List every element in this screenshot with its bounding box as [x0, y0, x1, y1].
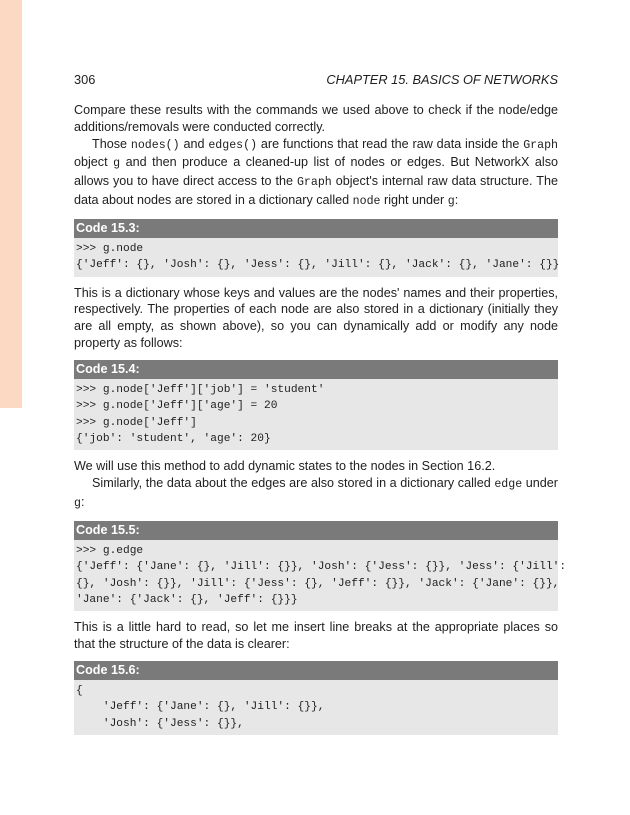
- code-content: >>> g.node['Jeff']['job'] = 'student' >>> g.node['Jeff']['age'] = 20 >>> g.node['Jeff'] {'job': 'student', 'age': 20}: [74, 379, 558, 451]
- paragraph: We will use this method to add dynamic states to the nodes in Section 16.2.: [74, 459, 496, 474]
- inline-code: nodes(): [130, 138, 180, 152]
- paragraph: [74, 136, 558, 211]
- text-run: :: [80, 495, 85, 509]
- code-block: [74, 521, 567, 612]
- inline-code: Graph: [523, 138, 558, 152]
- inline-code: edge: [494, 478, 523, 492]
- code-block: [74, 219, 558, 277]
- inline-code: g: [74, 497, 81, 510]
- page-body: [74, 102, 567, 743]
- code-block: [74, 661, 558, 735]
- paragraph: This is a dictionary whose keys and values are the nodes' names and their properties, respectively. The properties of each node are also stored in a dictionary (initially they are all empty, as shown above), so you can dynamically add or modify any node property as follows:: [74, 285, 558, 350]
- inline-code: Graph: [296, 176, 332, 190]
- code-content: { 'Jeff': {'Jane': {}, 'Jill': {}}, 'Josh': {'Jess': {}},: [74, 680, 558, 735]
- text-run: Those: [92, 136, 131, 151]
- text-run: and: [179, 136, 209, 151]
- page-number: 306: [74, 72, 96, 87]
- paragraph: This is a little hard to read, so let me insert line breaks at the appropriate places so that the structure of the data is clearer:: [74, 620, 558, 652]
- text-run: and then produce a cleaned-up list of nodes or edges. But NetworkX also allows you to have direct access to the: [74, 155, 558, 189]
- inline-code: g: [447, 194, 455, 208]
- text-run: Similarly, the data about the edges are also stored in a dictionary called: [92, 476, 495, 491]
- text-run: :: [454, 192, 459, 207]
- text-run: object: [74, 155, 114, 170]
- code-label: Code 15.6:: [74, 661, 558, 680]
- inline-code: node: [352, 194, 381, 208]
- text-run: are functions that read the raw data inside the: [257, 136, 524, 151]
- margin-thumb-tab: [0, 0, 22, 408]
- code-content: >>> g.node {'Jeff': {}, 'Josh': {}, 'Jess': {}, 'Jill': {}, 'Jack': {}, 'Jane': {}}: [74, 238, 558, 277]
- chapter-title: CHAPTER 15. BASICS OF NETWORKS: [326, 72, 558, 87]
- code-label: Code 15.4:: [74, 360, 558, 379]
- inline-code: edges(): [208, 138, 258, 152]
- running-header: [74, 72, 558, 92]
- code-label: Code 15.3:: [74, 219, 558, 238]
- code-content: >>> g.edge {'Jeff': {'Jane': {}, 'Jill': {}}, 'Josh': {'Jess': {}}, 'Jess': {'Jill': {}, 'Josh': {}}, 'Jill': {'Jess': {}, 'Jeff': {}}, 'Jack': {'Jane': {}}, 'Jane': {'Jack': {}, 'Jeff': {}}}: [74, 540, 558, 612]
- paragraph: Compare these results with the commands we used above to check if the node/edge additions/removals were conducted correctly.: [74, 103, 558, 134]
- text-run: under: [522, 476, 558, 491]
- paragraph: [74, 475, 558, 513]
- inline-code: g: [113, 157, 121, 171]
- code-block: [74, 360, 558, 451]
- code-label: Code 15.5:: [74, 521, 558, 540]
- text-run: right under: [380, 192, 448, 207]
- text-run: object's internal raw data structure. The data about nodes are stored in a dictionary called: [74, 174, 559, 207]
